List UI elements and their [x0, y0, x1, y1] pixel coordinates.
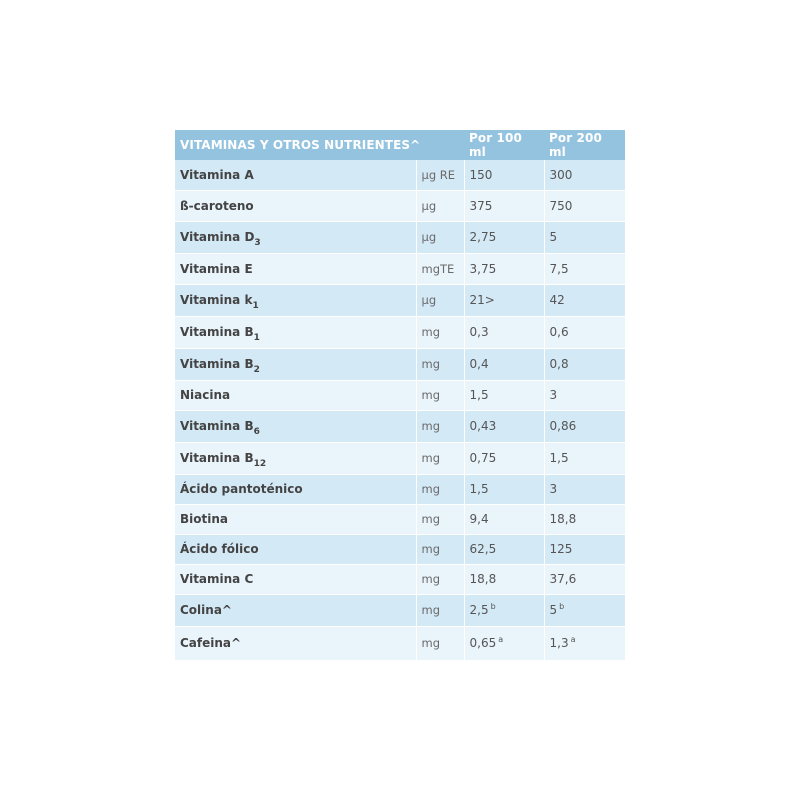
value-per-200ml: 3 [549, 482, 558, 496]
value-per-200ml: 5 [549, 603, 558, 617]
nutrient-name: Vitamina B [180, 451, 254, 465]
table-row [175, 504, 625, 534]
table-row [175, 348, 625, 380]
unit-cell [416, 380, 464, 410]
value-per-100ml: 18,8 [469, 572, 497, 586]
nutrient-name: Biotina [180, 512, 228, 526]
value-per-200ml-cell [544, 253, 625, 284]
table-row [175, 534, 625, 564]
unit-text: mg [421, 357, 441, 371]
value-per-200ml: 0,8 [549, 357, 569, 371]
unit-cell [416, 410, 464, 442]
nutrient-name-cell [175, 442, 416, 474]
nutrient-name-cell [175, 284, 416, 316]
nutrient-subscript: 3 [254, 238, 261, 248]
header-per-200ml: Por 200 ml [544, 130, 625, 160]
nutrient-name-cell [175, 410, 416, 442]
value-per-200ml-cell [544, 594, 625, 626]
table-row [175, 160, 625, 190]
value-per-200ml-cell [544, 348, 625, 380]
nutrient-subscript: 1 [253, 333, 260, 343]
unit-text: mg [421, 451, 441, 465]
value-per-200ml-cell [544, 474, 625, 504]
value-per-100ml: 3,75 [469, 261, 497, 276]
nutrient-name: Vitamina C [180, 572, 254, 586]
value-per-100ml-cell [464, 380, 544, 410]
table-row [175, 190, 625, 221]
value-per-200ml-cell [544, 190, 625, 221]
unit-text: mg [421, 572, 441, 586]
unit-cell [416, 160, 464, 190]
unit-cell [416, 442, 464, 474]
value-per-200ml: 37,6 [549, 572, 577, 586]
value-per-100ml: 150 [469, 167, 493, 182]
nutrient-subscript: 1 [252, 301, 259, 311]
nutrient-subscript: 6 [253, 427, 260, 437]
unit-text: mg [421, 603, 441, 617]
unit-cell [416, 284, 464, 316]
value-per-100ml: 0,65 [469, 636, 497, 650]
value-per-100ml-cell [464, 442, 544, 474]
value-per-200ml: 18,8 [549, 512, 577, 526]
value-per-200ml-cell [544, 442, 625, 474]
value-per-200ml: 750 [549, 198, 573, 213]
value-per-200ml: 7,5 [549, 261, 569, 276]
nutrient-name: Vitamina A [180, 167, 254, 182]
unit-cell [416, 190, 464, 221]
value-per-100ml: 9,4 [469, 512, 489, 526]
table-row [175, 474, 625, 504]
table-row [175, 594, 625, 626]
table-row [175, 442, 625, 474]
value-per-200ml: 0,6 [549, 325, 569, 339]
value-per-100ml: 0,43 [469, 419, 497, 433]
nutrient-name-cell [175, 626, 416, 660]
unit-cell [416, 564, 464, 594]
unit-text: mg [421, 388, 441, 402]
nutrient-name: Vitamina B [180, 357, 254, 371]
value-per-100ml-cell [464, 410, 544, 442]
nutrient-name: Vitamina B [180, 325, 254, 339]
nutrient-name: Cafeina^ [180, 636, 242, 650]
value-per-100ml: 1,5 [469, 482, 489, 496]
value-per-200ml: 125 [549, 542, 573, 556]
value-per-200ml-cell [544, 504, 625, 534]
unit-text: mg [421, 419, 441, 433]
value-per-200ml: 1,5 [549, 451, 569, 465]
unit-cell [416, 348, 464, 380]
value-per-100ml: 21> [469, 293, 495, 307]
footnote-marker: b [559, 602, 565, 611]
value-per-100ml: 0,3 [469, 325, 489, 339]
header-per-100ml: Por 100 ml [464, 130, 544, 160]
unit-cell [416, 594, 464, 626]
nutrient-name-cell [175, 504, 416, 534]
value-per-200ml-cell [544, 380, 625, 410]
unit-text: μg [421, 198, 437, 213]
table-row [175, 380, 625, 410]
unit-cell [416, 316, 464, 348]
value-per-100ml-cell [464, 160, 544, 190]
unit-cell [416, 626, 464, 660]
nutrient-name: Ácido fólico [180, 542, 259, 556]
table-header-row [175, 130, 625, 160]
value-per-200ml: 3 [549, 388, 558, 402]
value-per-200ml-cell [544, 221, 625, 253]
nutrient-name-cell [175, 348, 416, 380]
value-per-200ml: 5 [549, 230, 558, 244]
nutrient-name-cell [175, 160, 416, 190]
unit-text: μg [421, 230, 437, 244]
nutrient-name: Ácido pantoténico [180, 482, 303, 496]
unit-cell [416, 504, 464, 534]
nutrient-name-cell [175, 221, 416, 253]
unit-cell [416, 534, 464, 564]
nutrient-subscript: 12 [253, 459, 267, 469]
nutrient-name: Vitamina D [180, 230, 255, 244]
unit-text: mg [421, 542, 441, 556]
value-per-100ml: 2,5 [469, 603, 489, 617]
nutrient-name: Colina^ [180, 603, 232, 617]
value-per-100ml: 1,5 [469, 388, 489, 402]
value-per-200ml-cell [544, 316, 625, 348]
value-per-100ml-cell [464, 594, 544, 626]
nutrient-name-cell [175, 190, 416, 221]
nutrient-name-cell [175, 594, 416, 626]
table-row [175, 253, 625, 284]
unit-text: μg [421, 293, 437, 307]
unit-text: mg [421, 482, 441, 496]
unit-cell [416, 221, 464, 253]
nutrient-name-cell [175, 253, 416, 284]
unit-text: mg [421, 512, 441, 526]
table-row [175, 221, 625, 253]
value-per-200ml: 300 [549, 167, 573, 182]
nutrient-subscript: 2 [253, 365, 260, 375]
footnote-marker: b [490, 602, 496, 611]
value-per-100ml-cell [464, 626, 544, 660]
value-per-100ml-cell [464, 564, 544, 594]
unit-text: mgTE [421, 261, 455, 276]
value-per-200ml: 1,3 [549, 636, 569, 650]
value-per-100ml: 375 [469, 198, 493, 213]
nutrient-name: Vitamina k [180, 293, 253, 307]
value-per-100ml-cell [464, 534, 544, 564]
nutrient-name-cell [175, 564, 416, 594]
unit-text: mg [421, 325, 441, 339]
unit-cell [416, 474, 464, 504]
nutrient-name-cell [175, 316, 416, 348]
value-per-100ml-cell [464, 316, 544, 348]
nutrient-name-cell [175, 380, 416, 410]
unit-text: mg [421, 636, 441, 650]
nutrient-name: Vitamina E [180, 261, 253, 276]
value-per-200ml-cell [544, 564, 625, 594]
nutrient-name-cell [175, 534, 416, 564]
value-per-200ml-cell [544, 284, 625, 316]
nutrient-name: Niacina [180, 388, 231, 402]
value-per-100ml-cell [464, 474, 544, 504]
value-per-100ml: 0,75 [469, 451, 497, 465]
value-per-100ml: 2,75 [469, 230, 497, 244]
value-per-200ml-cell [544, 410, 625, 442]
table-row [175, 564, 625, 594]
value-per-100ml-cell [464, 284, 544, 316]
unit-cell [416, 253, 464, 284]
value-per-200ml-cell [544, 160, 625, 190]
nutrient-name: Vitamina B [180, 419, 254, 433]
table-row [175, 410, 625, 442]
value-per-200ml: 0,86 [549, 419, 577, 433]
table-row [175, 626, 625, 660]
value-per-100ml-cell [464, 221, 544, 253]
table-row [175, 316, 625, 348]
footnote-marker: a [498, 635, 504, 644]
footnote-marker: a [570, 635, 576, 644]
value-per-200ml-cell [544, 626, 625, 660]
table-body [175, 160, 625, 660]
value-per-100ml-cell [464, 504, 544, 534]
table-row [175, 284, 625, 316]
header-nutrients: VITAMINAS Y OTROS NUTRIENTES^ [175, 130, 464, 160]
value-per-200ml: 42 [549, 293, 565, 307]
nutrients-table [175, 130, 625, 661]
nutrient-name: ß-caroteno [180, 198, 254, 213]
value-per-200ml-cell [544, 534, 625, 564]
nutrient-name-cell [175, 474, 416, 504]
value-per-100ml-cell [464, 190, 544, 221]
value-per-100ml: 0,4 [469, 357, 489, 371]
value-per-100ml-cell [464, 348, 544, 380]
value-per-100ml: 62,5 [469, 542, 497, 556]
unit-text: μg RE [421, 167, 456, 182]
value-per-100ml-cell [464, 253, 544, 284]
